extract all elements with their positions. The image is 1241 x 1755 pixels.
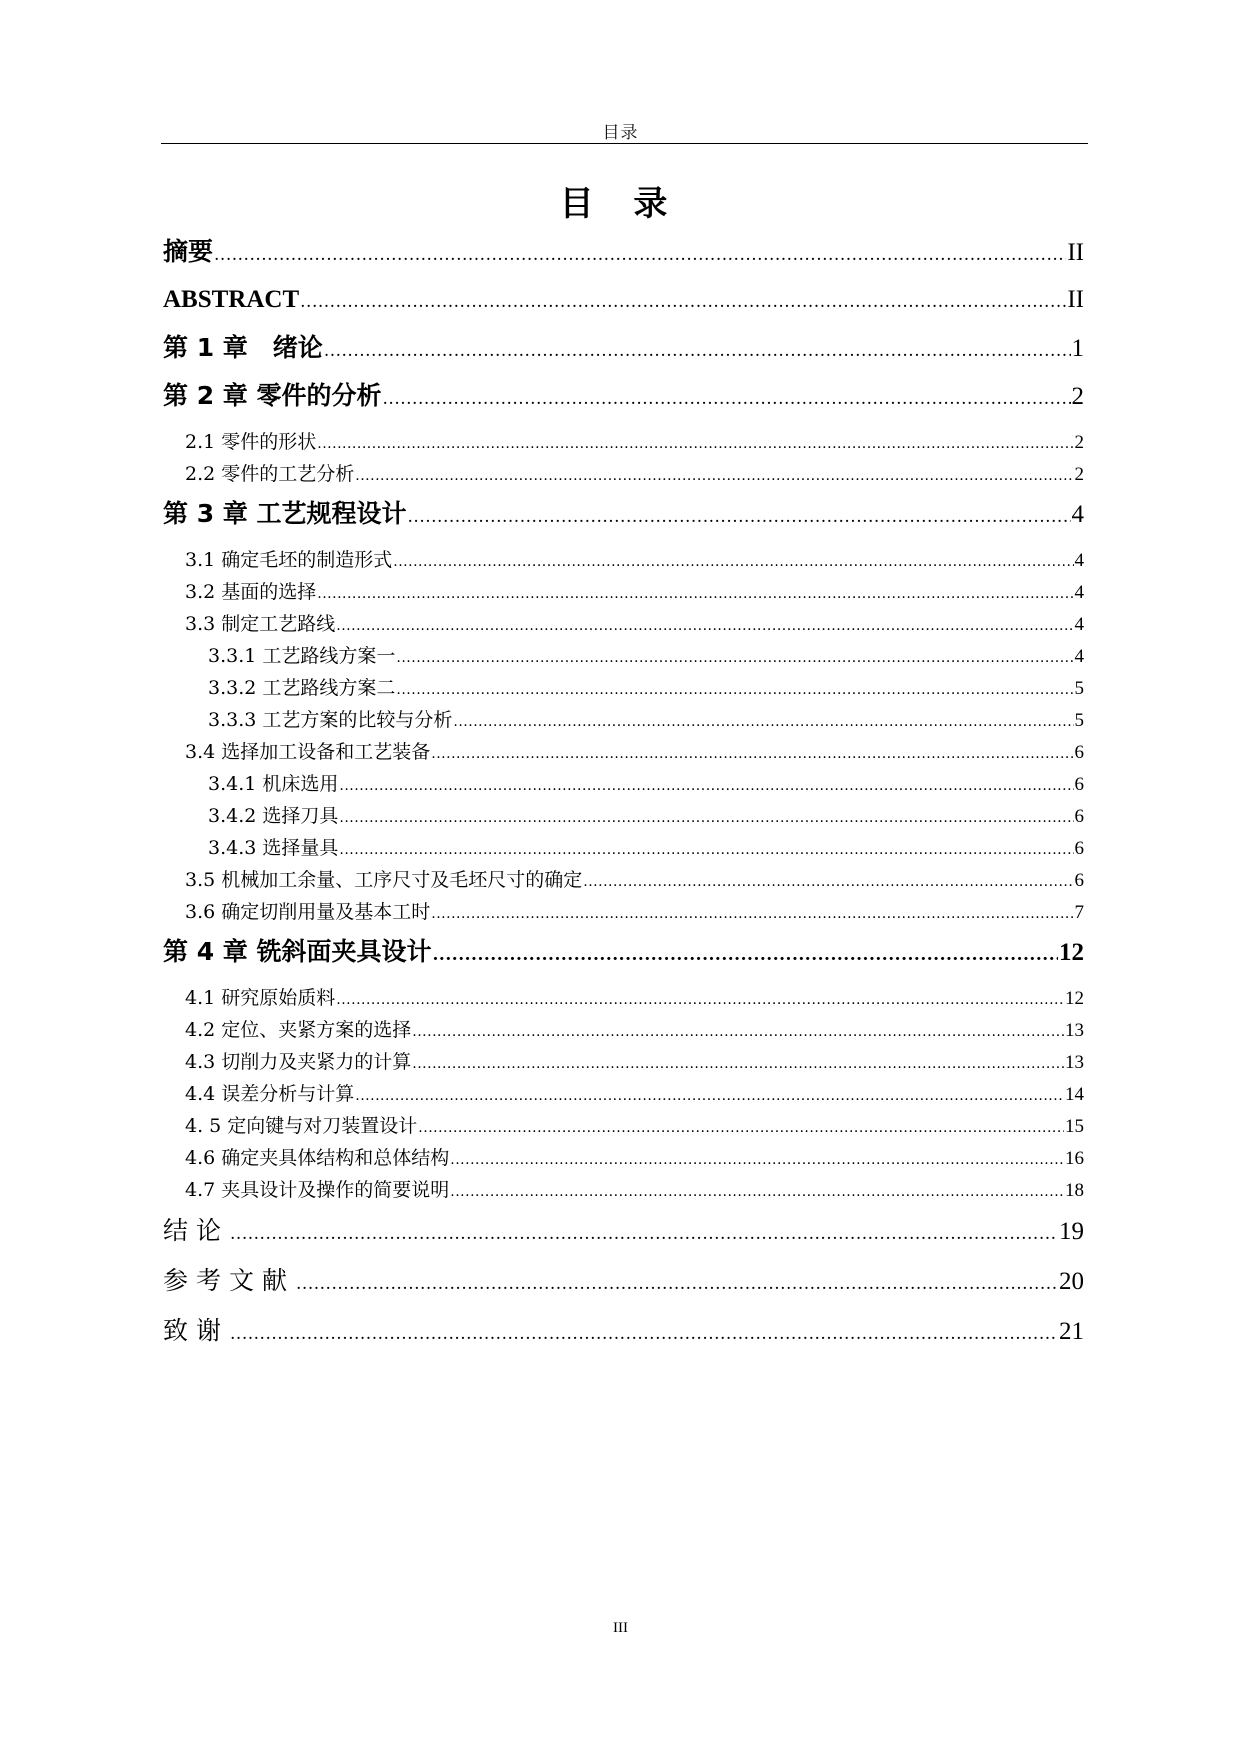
dot-leader xyxy=(214,231,1066,279)
toc-entry-label: 3.6 确定切削用量及基本工时 xyxy=(185,901,431,923)
toc-entry-page: 5 xyxy=(1074,710,1084,731)
toc-entry[interactable] xyxy=(163,1046,1084,1078)
toc-entry-page: 2 xyxy=(1071,383,1084,410)
dot-leader xyxy=(583,866,1073,898)
toc-entry-label: 第 1 章 绪论 xyxy=(163,333,323,362)
toc-entry-page: 7 xyxy=(1074,902,1084,923)
dot-leader xyxy=(408,493,1071,541)
toc-entry-page: 21 xyxy=(1059,1318,1084,1345)
toc-entry[interactable] xyxy=(163,704,1084,736)
toc-entry-label: ABSTRACT xyxy=(163,286,300,313)
toc-entry-page: 6 xyxy=(1074,806,1084,827)
toc-entry-page: 15 xyxy=(1065,1116,1084,1137)
toc-entry[interactable] xyxy=(163,458,1084,490)
toc-entry[interactable] xyxy=(163,640,1084,672)
toc-entry-page: 5 xyxy=(1074,678,1084,699)
dot-leader xyxy=(393,546,1073,578)
toc-entry[interactable] xyxy=(163,768,1084,800)
toc-entry-page: II xyxy=(1067,239,1084,266)
dot-leader xyxy=(396,674,1073,706)
toc-entry[interactable] xyxy=(163,1306,1084,1356)
toc-entry-label: 第 2 章 零件的分析 xyxy=(163,381,382,410)
dot-leader xyxy=(317,578,1073,610)
toc-entry[interactable] xyxy=(163,544,1084,576)
dot-leader xyxy=(336,610,1073,642)
toc-entry[interactable] xyxy=(163,276,1084,324)
toc-entry-page: 6 xyxy=(1074,742,1084,763)
toc-entry[interactable] xyxy=(163,896,1084,928)
toc-entry-label: 3.5 机械加工余量、工序尺寸及毛坯尺寸的确定 xyxy=(185,869,583,891)
running-header: 目录 xyxy=(602,123,639,143)
toc-entry[interactable] xyxy=(163,372,1084,420)
toc-entry-page: 4 xyxy=(1071,501,1084,528)
dot-leader xyxy=(339,770,1073,802)
dot-leader xyxy=(433,931,1058,979)
toc-entry-label: 4. 5 定向键与对刀装置设计 xyxy=(185,1115,418,1137)
toc-entry-page: 4 xyxy=(1074,646,1084,667)
toc-entry-page: 20 xyxy=(1059,1268,1084,1295)
toc-entry-label: 3.3.3 工艺方案的比较与分析 xyxy=(208,709,453,731)
dot-leader xyxy=(431,738,1073,770)
toc-entry-label: 3.3 制定工艺路线 xyxy=(185,613,336,635)
toc-entry-label: 第 4 章 铣斜面夹具设计 xyxy=(163,937,432,966)
toc-entry-page: 18 xyxy=(1065,1180,1084,1201)
toc-entry[interactable] xyxy=(163,832,1084,864)
toc-entry-page: II xyxy=(1067,286,1084,313)
toc-entry[interactable] xyxy=(163,490,1084,538)
toc-entry[interactable] xyxy=(163,1142,1084,1174)
toc-entry[interactable] xyxy=(163,576,1084,608)
dot-leader xyxy=(230,1209,1058,1259)
toc-entry[interactable] xyxy=(163,928,1084,976)
toc-entry-page: 16 xyxy=(1065,1148,1084,1169)
toc-entry[interactable] xyxy=(163,864,1084,896)
toc-entry-page: 12 xyxy=(1059,939,1084,966)
toc-entry[interactable] xyxy=(163,1078,1084,1110)
toc-entry-page: 2 xyxy=(1074,432,1084,453)
toc-entry-label: 参考文献 xyxy=(163,1266,296,1295)
dot-leader xyxy=(355,1080,1064,1112)
header-rule xyxy=(161,143,1088,144)
toc-entry-label: 结论 xyxy=(163,1216,230,1245)
dot-leader xyxy=(453,706,1073,738)
page-number: III xyxy=(613,1620,628,1636)
toc-entry-page: 4 xyxy=(1074,550,1084,571)
toc-entry-label: 3.4 选择加工设备和工艺装备 xyxy=(185,741,431,763)
toc-entry-page: 4 xyxy=(1074,614,1084,635)
dot-leader xyxy=(339,834,1073,866)
toc-entry-label: 3.3.1 工艺路线方案一 xyxy=(208,645,396,667)
toc-entry-label: 摘要 xyxy=(163,237,214,266)
toc-entry-page: 13 xyxy=(1065,1020,1084,1041)
toc-entry-page: 14 xyxy=(1065,1084,1084,1105)
toc-entry-page: 13 xyxy=(1065,1052,1084,1073)
dot-leader xyxy=(339,802,1073,834)
toc-entry-page: 6 xyxy=(1074,870,1084,891)
toc-entry[interactable] xyxy=(163,1110,1084,1142)
dot-leader xyxy=(355,460,1073,492)
toc-entry[interactable] xyxy=(163,1206,1084,1256)
dot-leader xyxy=(383,375,1071,423)
toc-entry-label: 3.4.1 机床选用 xyxy=(208,773,339,795)
toc-entry[interactable] xyxy=(163,1014,1084,1046)
dot-leader xyxy=(412,1048,1064,1080)
toc-entry-label: 2.1 零件的形状 xyxy=(185,431,317,453)
dot-leader xyxy=(317,428,1073,460)
toc-entry[interactable] xyxy=(163,324,1084,372)
dot-leader xyxy=(396,642,1073,674)
dot-leader xyxy=(230,1309,1058,1359)
toc-entry-label: 4.1 研究原始质料 xyxy=(185,987,336,1009)
toc-entry[interactable] xyxy=(163,672,1084,704)
toc-entry-label: 2.2 零件的工艺分析 xyxy=(185,463,355,485)
dot-leader xyxy=(418,1112,1064,1144)
toc-entry-page: 6 xyxy=(1074,838,1084,859)
dot-leader xyxy=(412,1016,1064,1048)
toc-entry-page: 6 xyxy=(1074,774,1084,795)
toc-entry-label: 4.6 确定夹具体结构和总体结构 xyxy=(185,1147,450,1169)
dot-leader xyxy=(450,1144,1064,1176)
toc-entry-label: 3.4.2 选择刀具 xyxy=(208,805,339,827)
toc-entry[interactable] xyxy=(163,1174,1084,1206)
toc-entry[interactable] xyxy=(163,1256,1084,1306)
toc-entry-label: 4.3 切削力及夹紧力的计算 xyxy=(185,1051,412,1073)
toc-entry-label: 3.2 基面的选择 xyxy=(185,581,317,603)
toc-entry-label: 4.4 误差分析与计算 xyxy=(185,1083,355,1105)
toc-entry-page: 2 xyxy=(1074,464,1084,485)
toc-entry-label: 3.4.3 选择量具 xyxy=(208,837,339,859)
toc-entry-page: 4 xyxy=(1074,582,1084,603)
toc-entry-page: 19 xyxy=(1059,1218,1084,1245)
table-of-contents xyxy=(163,228,1084,1356)
toc-entry[interactable] xyxy=(163,608,1084,640)
toc-entry[interactable] xyxy=(163,982,1084,1014)
dot-leader xyxy=(450,1176,1064,1208)
toc-entry[interactable] xyxy=(163,426,1084,458)
dot-leader xyxy=(336,984,1064,1016)
dot-leader xyxy=(296,1259,1058,1309)
page-title: 目 录 xyxy=(559,184,682,224)
toc-entry-page: 12 xyxy=(1065,988,1084,1009)
dot-leader xyxy=(431,898,1073,930)
toc-entry-page: 1 xyxy=(1071,335,1084,362)
toc-entry-label: 3.3.2 工艺路线方案二 xyxy=(208,677,396,699)
toc-entry[interactable] xyxy=(163,228,1084,276)
toc-entry-label: 第 3 章 工艺规程设计 xyxy=(163,499,407,528)
toc-entry-label: 致谢 xyxy=(163,1316,230,1345)
toc-entry-label: 3.1 确定毛坯的制造形式 xyxy=(185,549,393,571)
toc-entry-label: 4.7 夹具设计及操作的简要说明 xyxy=(185,1179,450,1201)
toc-entry[interactable] xyxy=(163,800,1084,832)
dot-leader xyxy=(300,278,1066,326)
dot-leader xyxy=(324,327,1071,375)
toc-entry[interactable] xyxy=(163,736,1084,768)
toc-entry-label: 4.2 定位、夹紧方案的选择 xyxy=(185,1019,412,1041)
